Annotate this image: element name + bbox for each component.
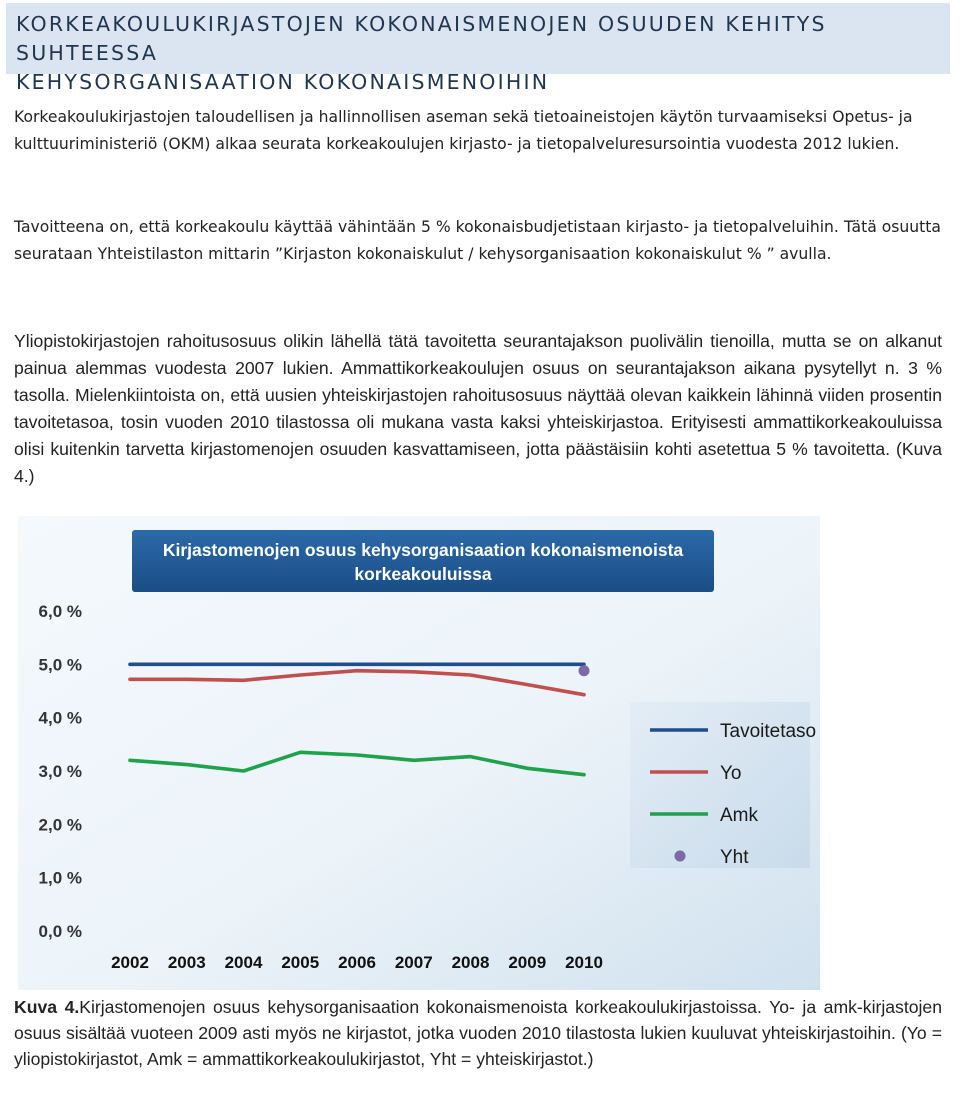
series-yht-point [579,665,590,676]
x-tick-label: 2009 [508,953,547,972]
chart-title-line1: Kirjastomenojen osuus kehysorganisaation kokonaismenoista [162,540,684,560]
page-title-line2: KEHYSORGANISAATION KOKONAISMENOIHIN [16,70,550,94]
caption-text: Kirjastomenojen osuus kehysorganisaation kokonaismenoista korkeakoulukirjastoissa. Yo- ja amk-kirjastojen osuus sisältää vuoteen 2009 asti myös ne kirjastot, jotka vuoden 2010 tilastosta lukien kuuluvat yhteiskirjastoihin. (Yo = yliopistokirjastot, Amk = ammattikorkeakoulukirjastot, Yht = yhteiskirjastot.) [14,997,942,1069]
legend-yht-marker [675,851,686,862]
legend-yht-label: Yht [720,847,749,868]
y-tick-label: 2,0 % [38,815,82,835]
legend-yo-label: Yo [720,763,742,784]
x-tick-label: 2008 [451,953,490,972]
paragraph-intro: Korkeakoulukirjastojen taloudellisen ja hallinnollisen aseman sekä tietoaineistojen käytön turvaamiseksi Opetus- ja kulttuuriministeriö (OKM) alkaa seurata korkeakoulujen kirjasto- ja tietopalveluresursointia vuodesta 2012 lukien. [14,108,913,153]
x-tick-label: 2010 [565,953,603,972]
y-tick-label: 1,0 % [38,868,82,888]
x-tick-label: 2002 [111,953,149,972]
y-tick-label: 6,0 % [38,602,82,621]
y-tick-label: 5,0 % [38,655,82,675]
x-tick-label: 2004 [224,953,263,972]
legend-tavoitetaso-label: Tavoitetaso [720,721,817,742]
caption-label: Kuva 4. [14,997,80,1017]
x-tick-label: 2007 [394,953,433,972]
x-tick-label: 2005 [281,953,320,972]
legend-amk-label: Amk [720,805,758,826]
x-tick-label: 2003 [167,953,206,972]
page-title [16,10,946,97]
x-tick-label: 2006 [338,953,376,972]
chart-figure [18,516,820,990]
y-tick-label: 3,0 % [38,762,82,781]
paragraph-analysis: Yliopistokirjastojen rahoitusosuus olikin lähellä tätä tavoitetta seurantajakson puolivälin tienoilla, mutta se on alkanut painua alemmas vuodesta 2007 lukien. Ammattikorkeakoulujen osuus on seurantajakson aikana pysytellyt n. 3 % tasolla. Mielenkiintoista on, että uusien yhteiskirjastojen rahoitusosuus näyttää olevan kaikkein lähinnä viiden prosentin tavoitetasoa, tosin vuoden 2010 tilastossa oli mukana vasta kaksi yhteiskirjastoa. Erityisesti ammattikorkeakouluissa olisi kuitenkin tarvetta kirjastomenojen osuuden kasvattamiseen, jotta päästäisiin kohti asetettua 5 % tavoitetta. (Kuva 4.) [14,331,942,486]
chart-title-line2: korkeakouluissa [354,564,492,584]
line-chart [18,516,820,990]
y-tick-label: 0,0 % [38,922,82,941]
figure-caption [14,994,942,1072]
y-tick-label: 4,0 % [38,708,82,728]
paragraph-target: Tavoitteena on, että korkeakoulu käyttää vähintään 5 % kokonaisbudjetistaan kirjasto- ja tietopalveluihin. Tätä osuutta seurataan Yhteistilaston mittarin ”Kirjaston kokonaiskulut / kehysorganisaation kokonaiskulut % ” avulla. [14,218,941,263]
page-title-line1: KORKEAKOULUKIRJASTOJEN KOKONAISMENOJEN OSUUDEN KEHITYS SUHTEESSA [16,12,827,65]
